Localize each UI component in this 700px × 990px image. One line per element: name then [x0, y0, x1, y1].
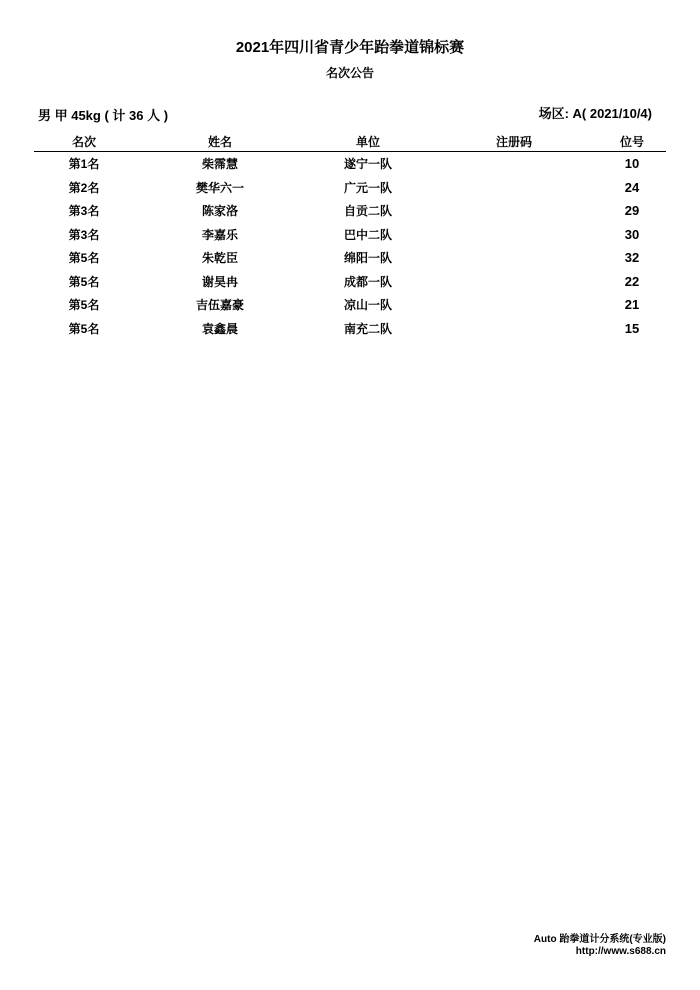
footer-url: http://www.s688.cn [575, 946, 666, 957]
position-cell: 10 [624, 156, 640, 172]
name-cell: 李嘉乐 [201, 227, 238, 242]
team-cell: 遂宁一队 [343, 157, 392, 172]
registration-cell [430, 176, 598, 200]
registration-cell [430, 223, 598, 247]
team-cell: 南充二队 [343, 321, 392, 336]
team-cell: 巴中二队 [343, 227, 392, 242]
table-row [34, 199, 666, 223]
rank-cell: 第3名 [68, 204, 100, 219]
table-row [34, 293, 666, 317]
header-name: 姓名 [134, 131, 306, 152]
rank-cell: 第5名 [68, 251, 100, 266]
table-row [34, 176, 666, 200]
header-team: 单位 [306, 131, 430, 152]
rank-cell: 第3名 [68, 227, 100, 242]
table-row [34, 246, 666, 270]
table-row [34, 317, 666, 341]
team-cell: 凉山一队 [343, 298, 392, 313]
rank-cell: 第5名 [68, 274, 100, 289]
name-cell: 吉伍嘉豪 [195, 298, 244, 313]
table-row [34, 152, 666, 176]
rank-cell: 第1名 [68, 157, 100, 172]
rank-cell: 第2名 [68, 180, 100, 195]
venue-date: 场区: A( 2021/10/4) [538, 106, 652, 121]
position-cell: 22 [624, 273, 640, 289]
team-cell: 成都一队 [343, 274, 392, 289]
registration-cell [430, 199, 598, 223]
position-cell: 32 [624, 250, 640, 266]
registration-cell [430, 152, 598, 176]
name-cell: 谢昊冉 [201, 274, 238, 289]
team-cell: 广元一队 [343, 180, 392, 195]
position-cell: 30 [624, 226, 640, 242]
name-cell: 樊华六一 [195, 180, 244, 195]
table-row [34, 223, 666, 247]
table-header-row [34, 131, 666, 152]
weight-category: 男 甲 45kg ( 计 36 人 ) [38, 108, 169, 123]
registration-cell [430, 317, 598, 341]
team-cell: 绵阳一队 [343, 251, 392, 266]
rank-cell: 第5名 [68, 321, 100, 336]
position-cell: 15 [624, 320, 640, 336]
header-registration: 注册码 [430, 131, 598, 152]
registration-cell [430, 270, 598, 294]
name-cell: 陈家洛 [201, 204, 238, 219]
position-cell: 29 [624, 203, 640, 219]
registration-cell [430, 246, 598, 270]
name-cell: 朱乾臣 [201, 251, 238, 266]
position-cell: 21 [624, 297, 640, 313]
team-cell: 自贡二队 [343, 204, 392, 219]
results-table [34, 131, 666, 340]
header-position: 位号 [598, 131, 666, 152]
registration-cell [430, 293, 598, 317]
position-cell: 24 [624, 179, 640, 195]
rank-cell: 第5名 [68, 298, 100, 313]
table-row [34, 270, 666, 294]
name-cell: 袁鑫晨 [201, 321, 238, 336]
document-subtitle: 名次公告 [325, 66, 374, 80]
name-cell: 柴霈慧 [201, 157, 238, 172]
document-title: 2021年四川省青少年跆拳道锦标赛 [235, 39, 465, 56]
footer-system-name: Auto 跆拳道计分系统(专业版) [533, 934, 666, 945]
header-rank: 名次 [34, 131, 134, 152]
